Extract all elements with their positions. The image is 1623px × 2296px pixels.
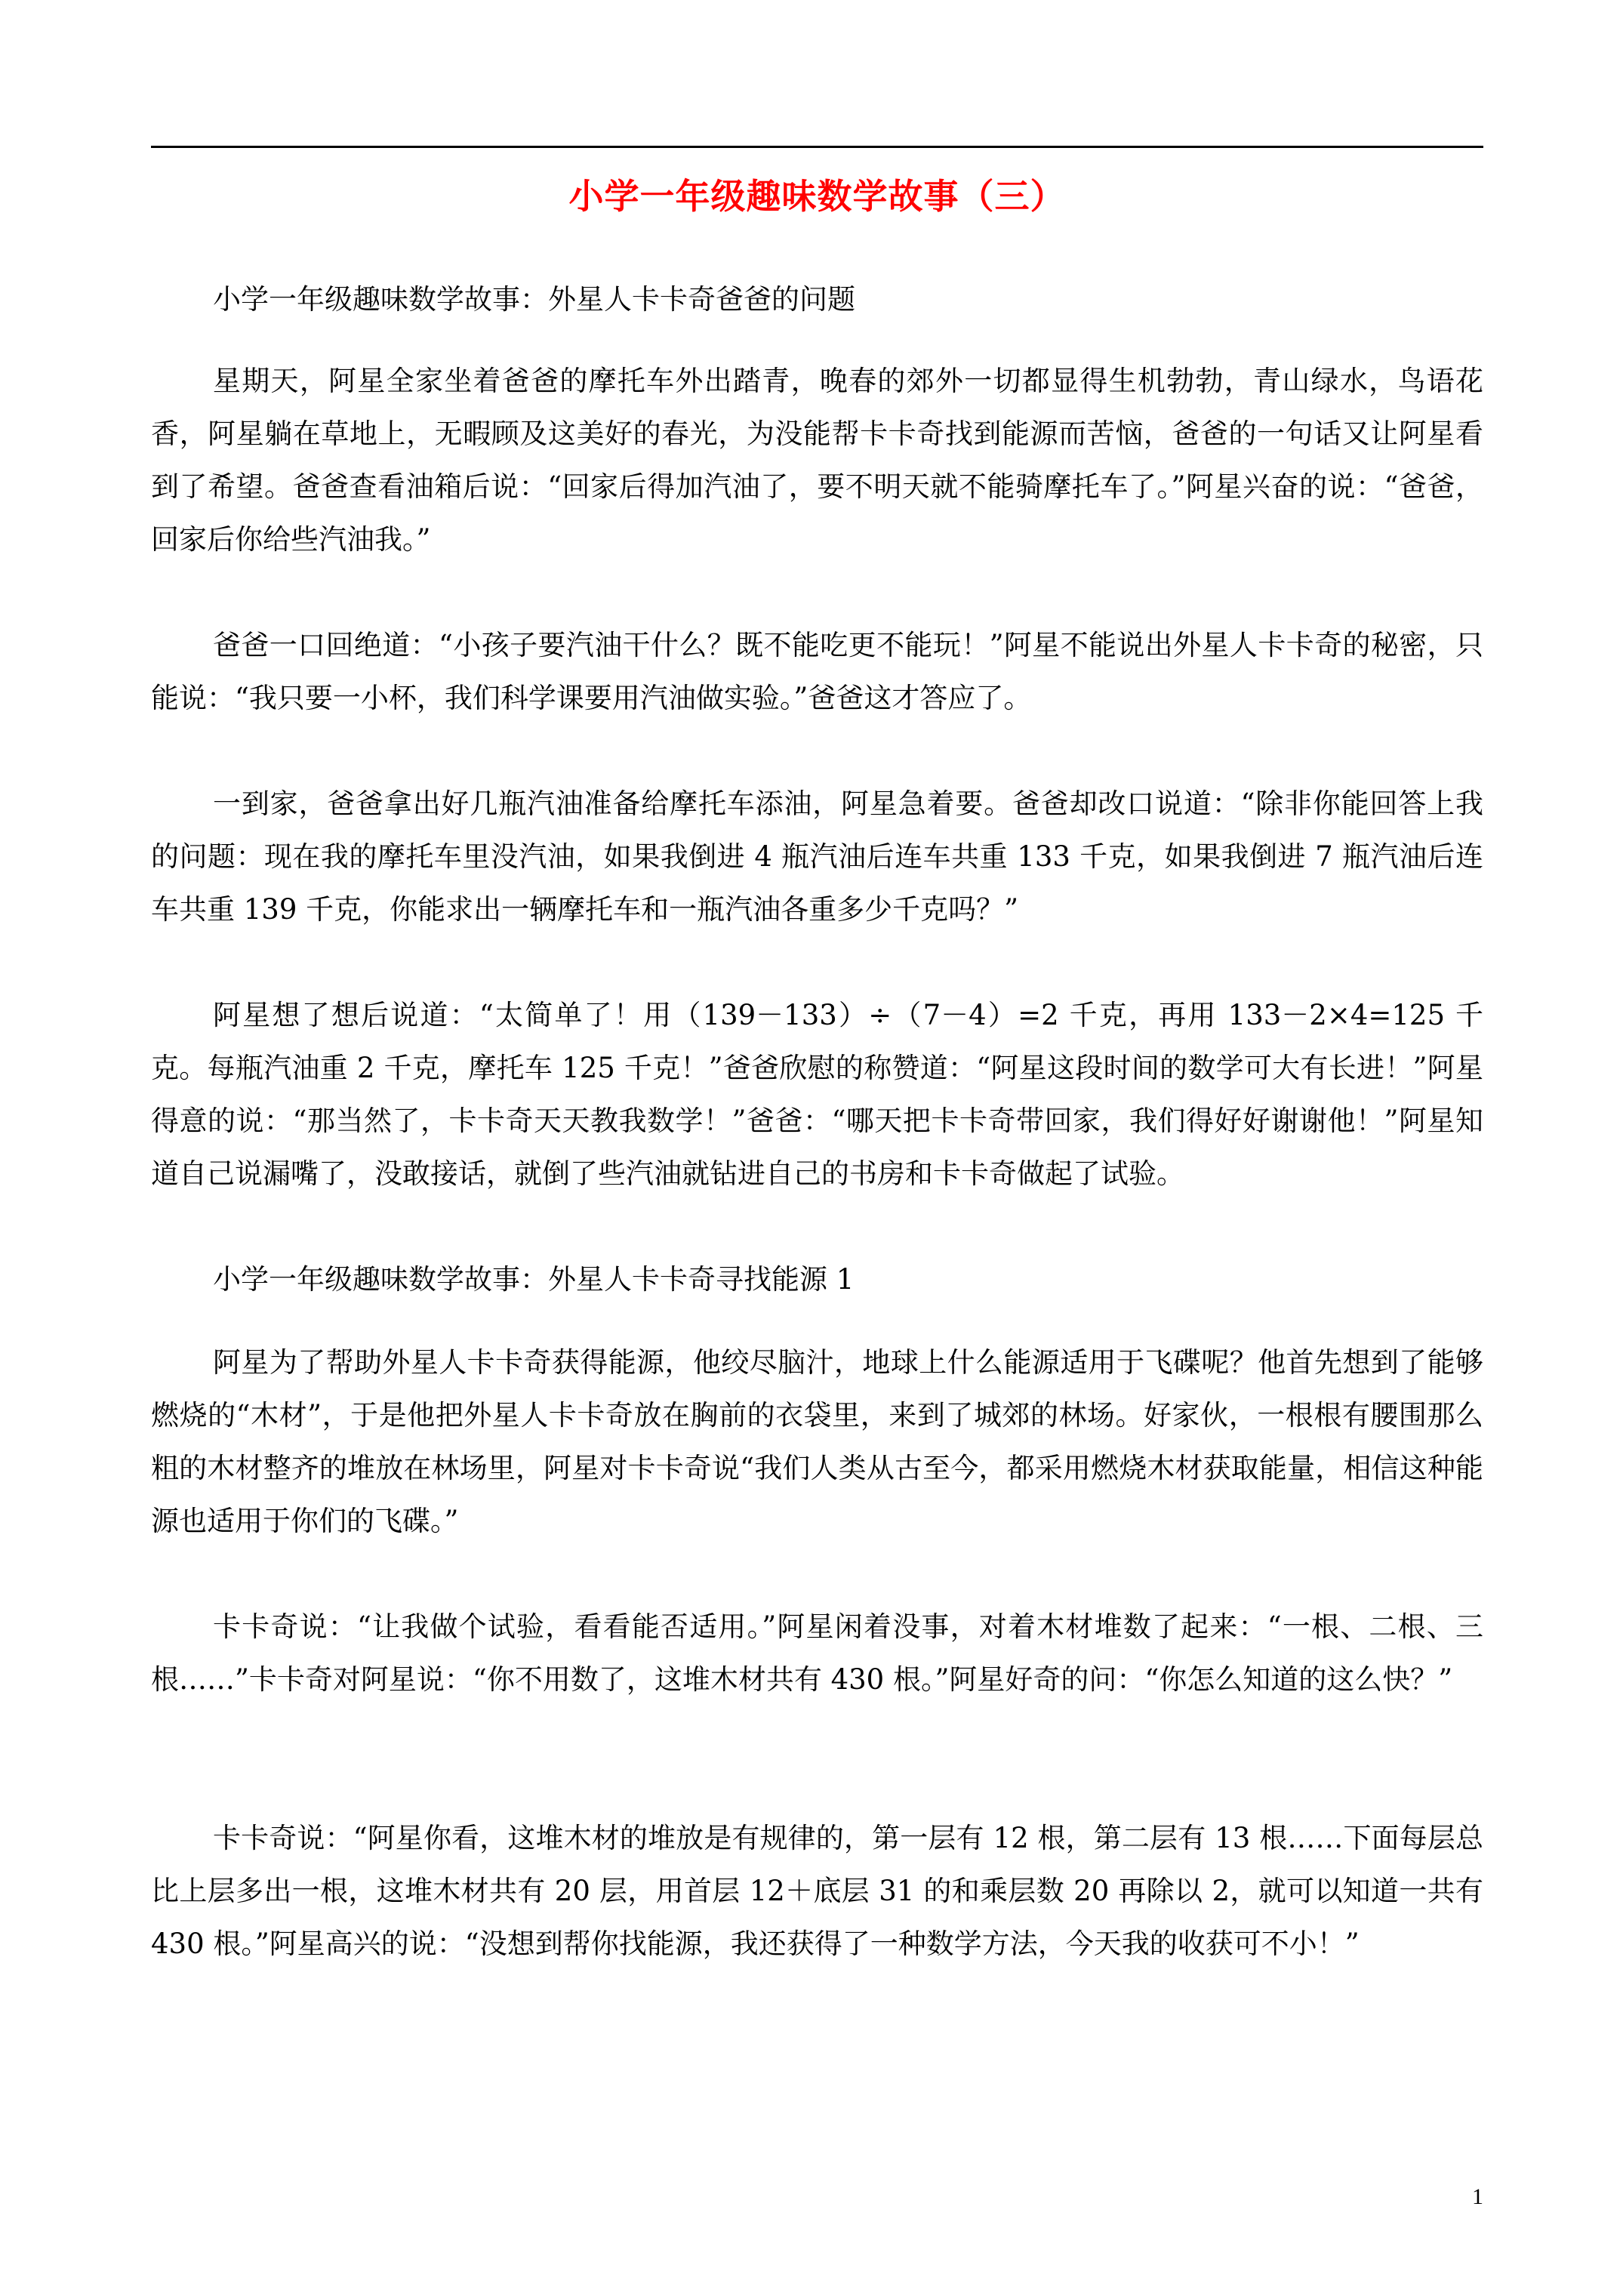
paragraph: 爸爸一口回绝道：“小孩子要汽油干什么？既不能吃更不能玩！”阿星不能说出外星人卡卡奇的秘密，只能说：“我只要一小杯，我们科学课要用汽油做实验。”爸爸这才答应了。 bbox=[151, 629, 1483, 714]
paragraph: 一到家，爸爸拿出好几瓶汽油准备给摩托车添油，阿星急着要。爸爸却改口说道：“除非你能回答上我的问题：现在我的摩托车里没汽油，如果我倒进 4 瓶汽油后连车共重 133 千克，如果我倒进 7 瓶汽油后连车共重 139 千克，你能求出一辆摩托车和一瓶汽油各重多少千克吗？” bbox=[151, 787, 1483, 926]
paragraph: 星期天，阿星全家坐着爸爸的摩托车外出踏青，晚春的郊外一切都显得生机勃勃，青山绿水，鸟语花香，阿星躺在草地上，无暇顾及这美好的春光，为没能帮卡卡奇找到能源而苦恼，爸爸的一句话又让阿星看到了希望。爸爸查看油箱后说：“回家后得加汽油了，要不明天就不能骑摩托车了。”阿星兴奋的说：“爸爸，回家后你给些汽油我。” bbox=[151, 365, 1483, 556]
page-number: 1 bbox=[1472, 2184, 1483, 2209]
paragraph: 阿星想了想后说道：“太简单了！用（139－133）÷（7－4）=2 千克，再用 133－2×4=125 千克。每瓶汽油重 2 千克，摩托车 125 千克！”爸爸欣慰的称赞道：“阿星这段时间的数学可大有长进！”阿星得意的说：“那当然了，卡卡奇天天教我数学！”爸爸：“哪天把卡卡奇带回家，我们得好好谢谢他！”阿星知道自己说漏嘴了，没敢接话，就倒了些汽油就钻进自己的书房和卡卡奇做起了试验。 bbox=[151, 999, 1483, 1190]
paragraph: 卡卡奇说：“让我做个试验，看看能否适用。”阿星闲着没事，对着木材堆数了起来：“一根、二根、三根……”卡卡奇对阿星说：“你不用数了，这堆木材共有 430 根。”阿星好奇的问：“你怎么知道的这么快？” bbox=[151, 1610, 1483, 1696]
header-rule bbox=[151, 146, 1483, 148]
document-title: 小学一年级趣味数学故事（三） bbox=[568, 176, 1066, 217]
paragraph: 阿星为了帮助外星人卡卡奇获得能源，他绞尽脑汁，地球上什么能源适用于飞碟呢？他首先想到了能够燃烧的“木材”，于是他把外星人卡卡奇放在胸前的衣袋里，来到了城郊的林场。好家伙，一根根有腰围那么粗的木材整齐的堆放在林场里，阿星对卡卡奇说“我们人类从古至今，都采用燃烧木材获取能量，相信这种能源也适用于你们的飞碟。” bbox=[151, 1346, 1483, 1537]
section-heading-1: 小学一年级趣味数学故事：外星人卡卡奇爸爸的问题 bbox=[213, 283, 855, 316]
section-heading-2: 小学一年级趣味数学故事：外星人卡卡奇寻找能源 1 bbox=[213, 1263, 855, 1296]
paragraph: 卡卡奇说：“阿星你看，这堆木材的堆放是有规律的，第一层有 12 根，第二层有 13 根……下面每层总比上层多出一根，这堆木材共有 20 层，用首层 12＋底层 31 的和乘层数 20 再除以 2，就可以知道一共有 430 根。”阿星高兴的说：“没想到帮你找能源，我还获得了一种数学方法，今天我的收获可不小！” bbox=[151, 1822, 1483, 1960]
